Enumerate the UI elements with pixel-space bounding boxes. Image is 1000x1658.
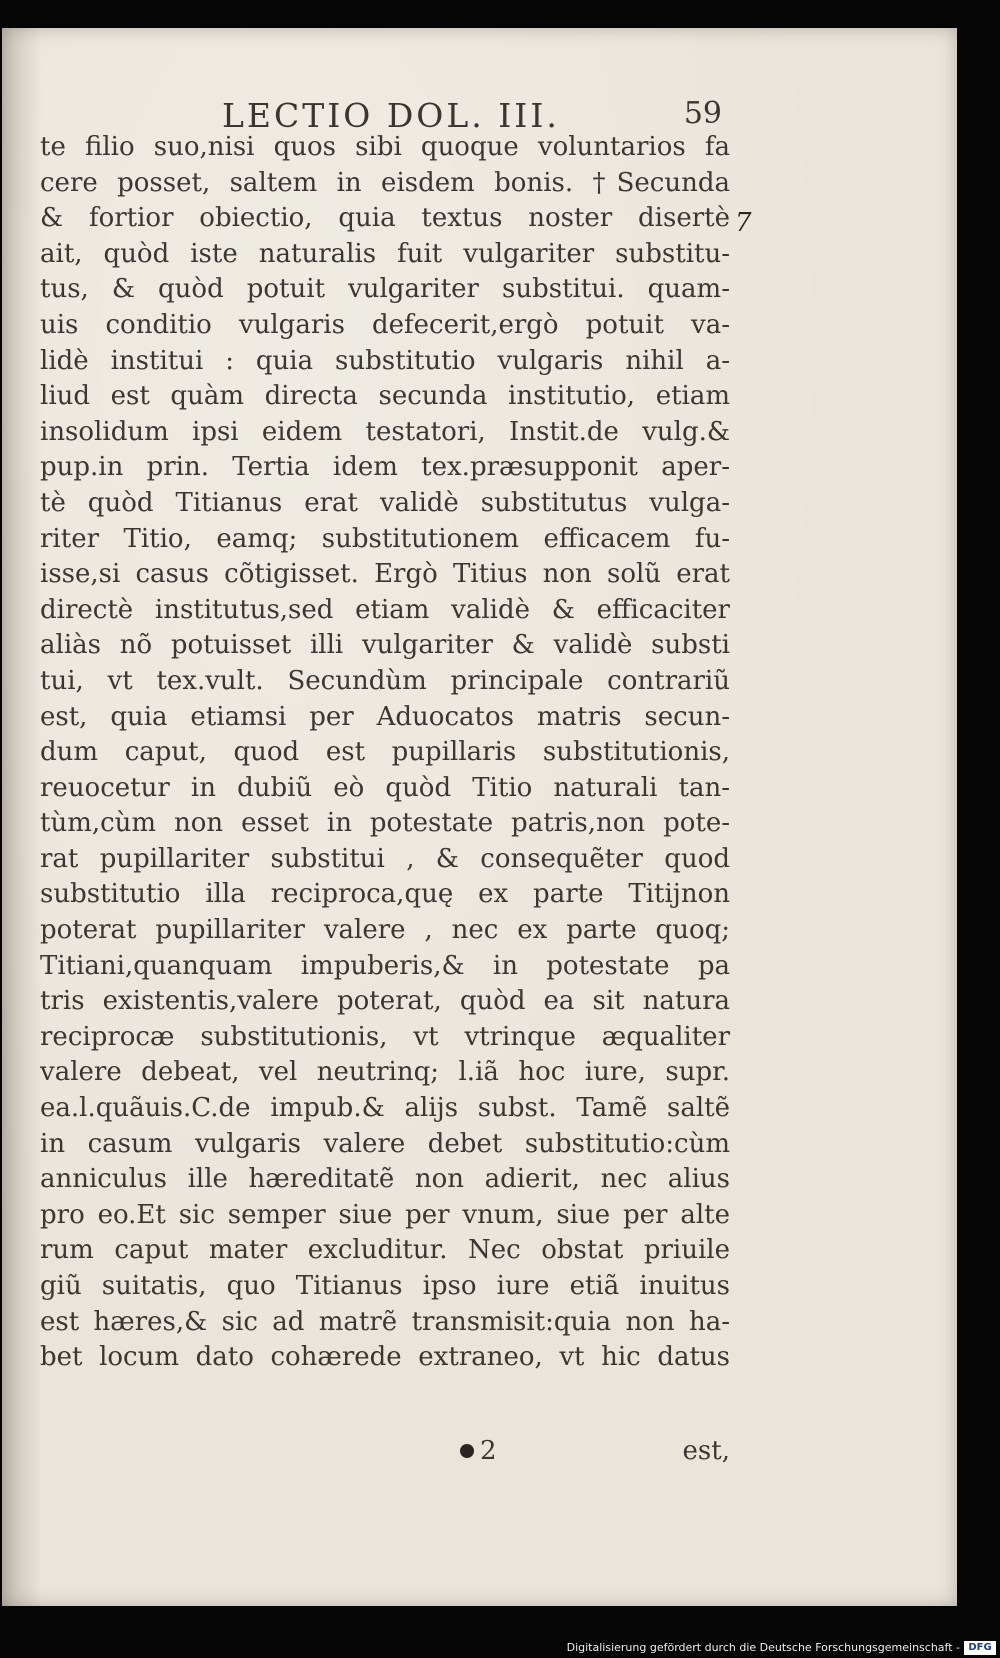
- text-line: bet locum dato cohærede extraneo, vt hic datus: [40, 1342, 730, 1373]
- page-number: 59: [683, 96, 722, 131]
- digitization-credit: Digitalisierung gefördert durch die Deutsche Forschungsgemeinschaft -: [566, 1641, 960, 1654]
- text-line: uis conditio vulgaris defecerit,ergò potuit va-: [40, 309, 730, 340]
- text-line: rum caput mater excluditur. Nec obstat priuile: [40, 1235, 730, 1266]
- text-line: dum caput, quod est pupillaris substitutionis,: [40, 737, 730, 768]
- text-line: tus, & quòd potuit vulgariter substitui. quam-: [40, 274, 730, 305]
- text-line: est, quia etiamsi per Aduocatos matris secun-: [40, 701, 730, 732]
- text-line: pro eo.Et sic semper siue per vnum, siue per alte: [40, 1199, 730, 1230]
- running-head: LECTIO DOL. III.: [222, 96, 560, 135]
- text-line: ea.l.quãuis.C.de impub.& alijs subst. Tamẽ saltẽ: [40, 1093, 730, 1124]
- text-line: pup.in prin. Tertia idem tex.præsupponit aper-: [40, 452, 730, 483]
- catchword: est,: [682, 1436, 730, 1466]
- text-line: tris existentis,valere poterat, quòd ea sit natura: [40, 986, 730, 1017]
- text-line: in casum vulgaris valere debet substitutio:cùm: [40, 1128, 730, 1159]
- ink-dot: [460, 1444, 474, 1458]
- text-line: poterat pupillariter valere , nec ex parte quoq;: [40, 915, 730, 946]
- page-content: [2, 28, 957, 1606]
- dfg-logo: DFG: [964, 1641, 996, 1655]
- text-line: insolidum ipsi eidem testatori, Instit.de vulg.&: [40, 416, 730, 447]
- margin-note: 7: [735, 208, 752, 238]
- text-line: anniculus ille hæreditatẽ non adierit, nec alius: [40, 1164, 730, 1195]
- book-page: [2, 28, 957, 1606]
- body-text: [40, 130, 730, 1376]
- text-line: tui, vt tex.vult. Secundùm principale contrariũ: [40, 665, 730, 696]
- text-line: directè institutus,sed etiam validè & efficaciter: [40, 594, 730, 625]
- text-line: cere posset, saltem in eisdem bonis. †Secunda: [40, 167, 730, 198]
- text-line: tè quòd Titianus erat validè substitutus vulga-: [40, 487, 730, 518]
- text-line: te filio suo,nisi quos sibi quoque voluntarios fa: [40, 132, 730, 162]
- text-line: reuocetur in dubiũ eò quòd Titio naturali tan-: [40, 772, 730, 803]
- text-line: riter Titio, eamq; substitutionem efficacem fu-: [40, 523, 730, 554]
- text-line: isse,si casus cõtigisset. Ergò Titius non solũ erat: [40, 559, 730, 590]
- text-line: rat pupillariter substitui , & consequẽter quod: [40, 843, 730, 874]
- text-line: tùm,cùm non esset in potestate patris,non pote-: [40, 808, 730, 839]
- signature-mark: 2: [480, 1436, 497, 1466]
- text-line: giũ suitatis, quo Titianus ipso iure etiã inuitus: [40, 1271, 730, 1301]
- text-line: valere debeat, vel neutrinq; l.iã hoc iure, supr.: [40, 1057, 730, 1088]
- text-line: ait, quòd iste naturalis fuit vulgariter substitu-: [40, 238, 730, 269]
- text-line: lidè institui : quia substitutio vulgaris nihil a-: [40, 345, 730, 376]
- text-line: substitutio illa reciproca,quę ex parte Titijnon: [40, 879, 730, 910]
- text-line: & fortior obiectio, quia textus noster disertè: [40, 203, 730, 234]
- text-line: reciprocæ substitutionis, vt vtrinque æqualiter: [40, 1021, 730, 1052]
- text-line: aliàs nõ potuisset illi vulgariter & validè substi: [40, 630, 730, 661]
- text-line: liud est quàm directa secunda institutio, etiam: [40, 381, 730, 412]
- text-line: Titiani,quanquam impuberis,& in potestate pa: [40, 950, 730, 981]
- catchword-row: [40, 1436, 730, 1476]
- text-line: est hæres,& sic ad matrẽ transmisit:quia non ha-: [40, 1306, 730, 1337]
